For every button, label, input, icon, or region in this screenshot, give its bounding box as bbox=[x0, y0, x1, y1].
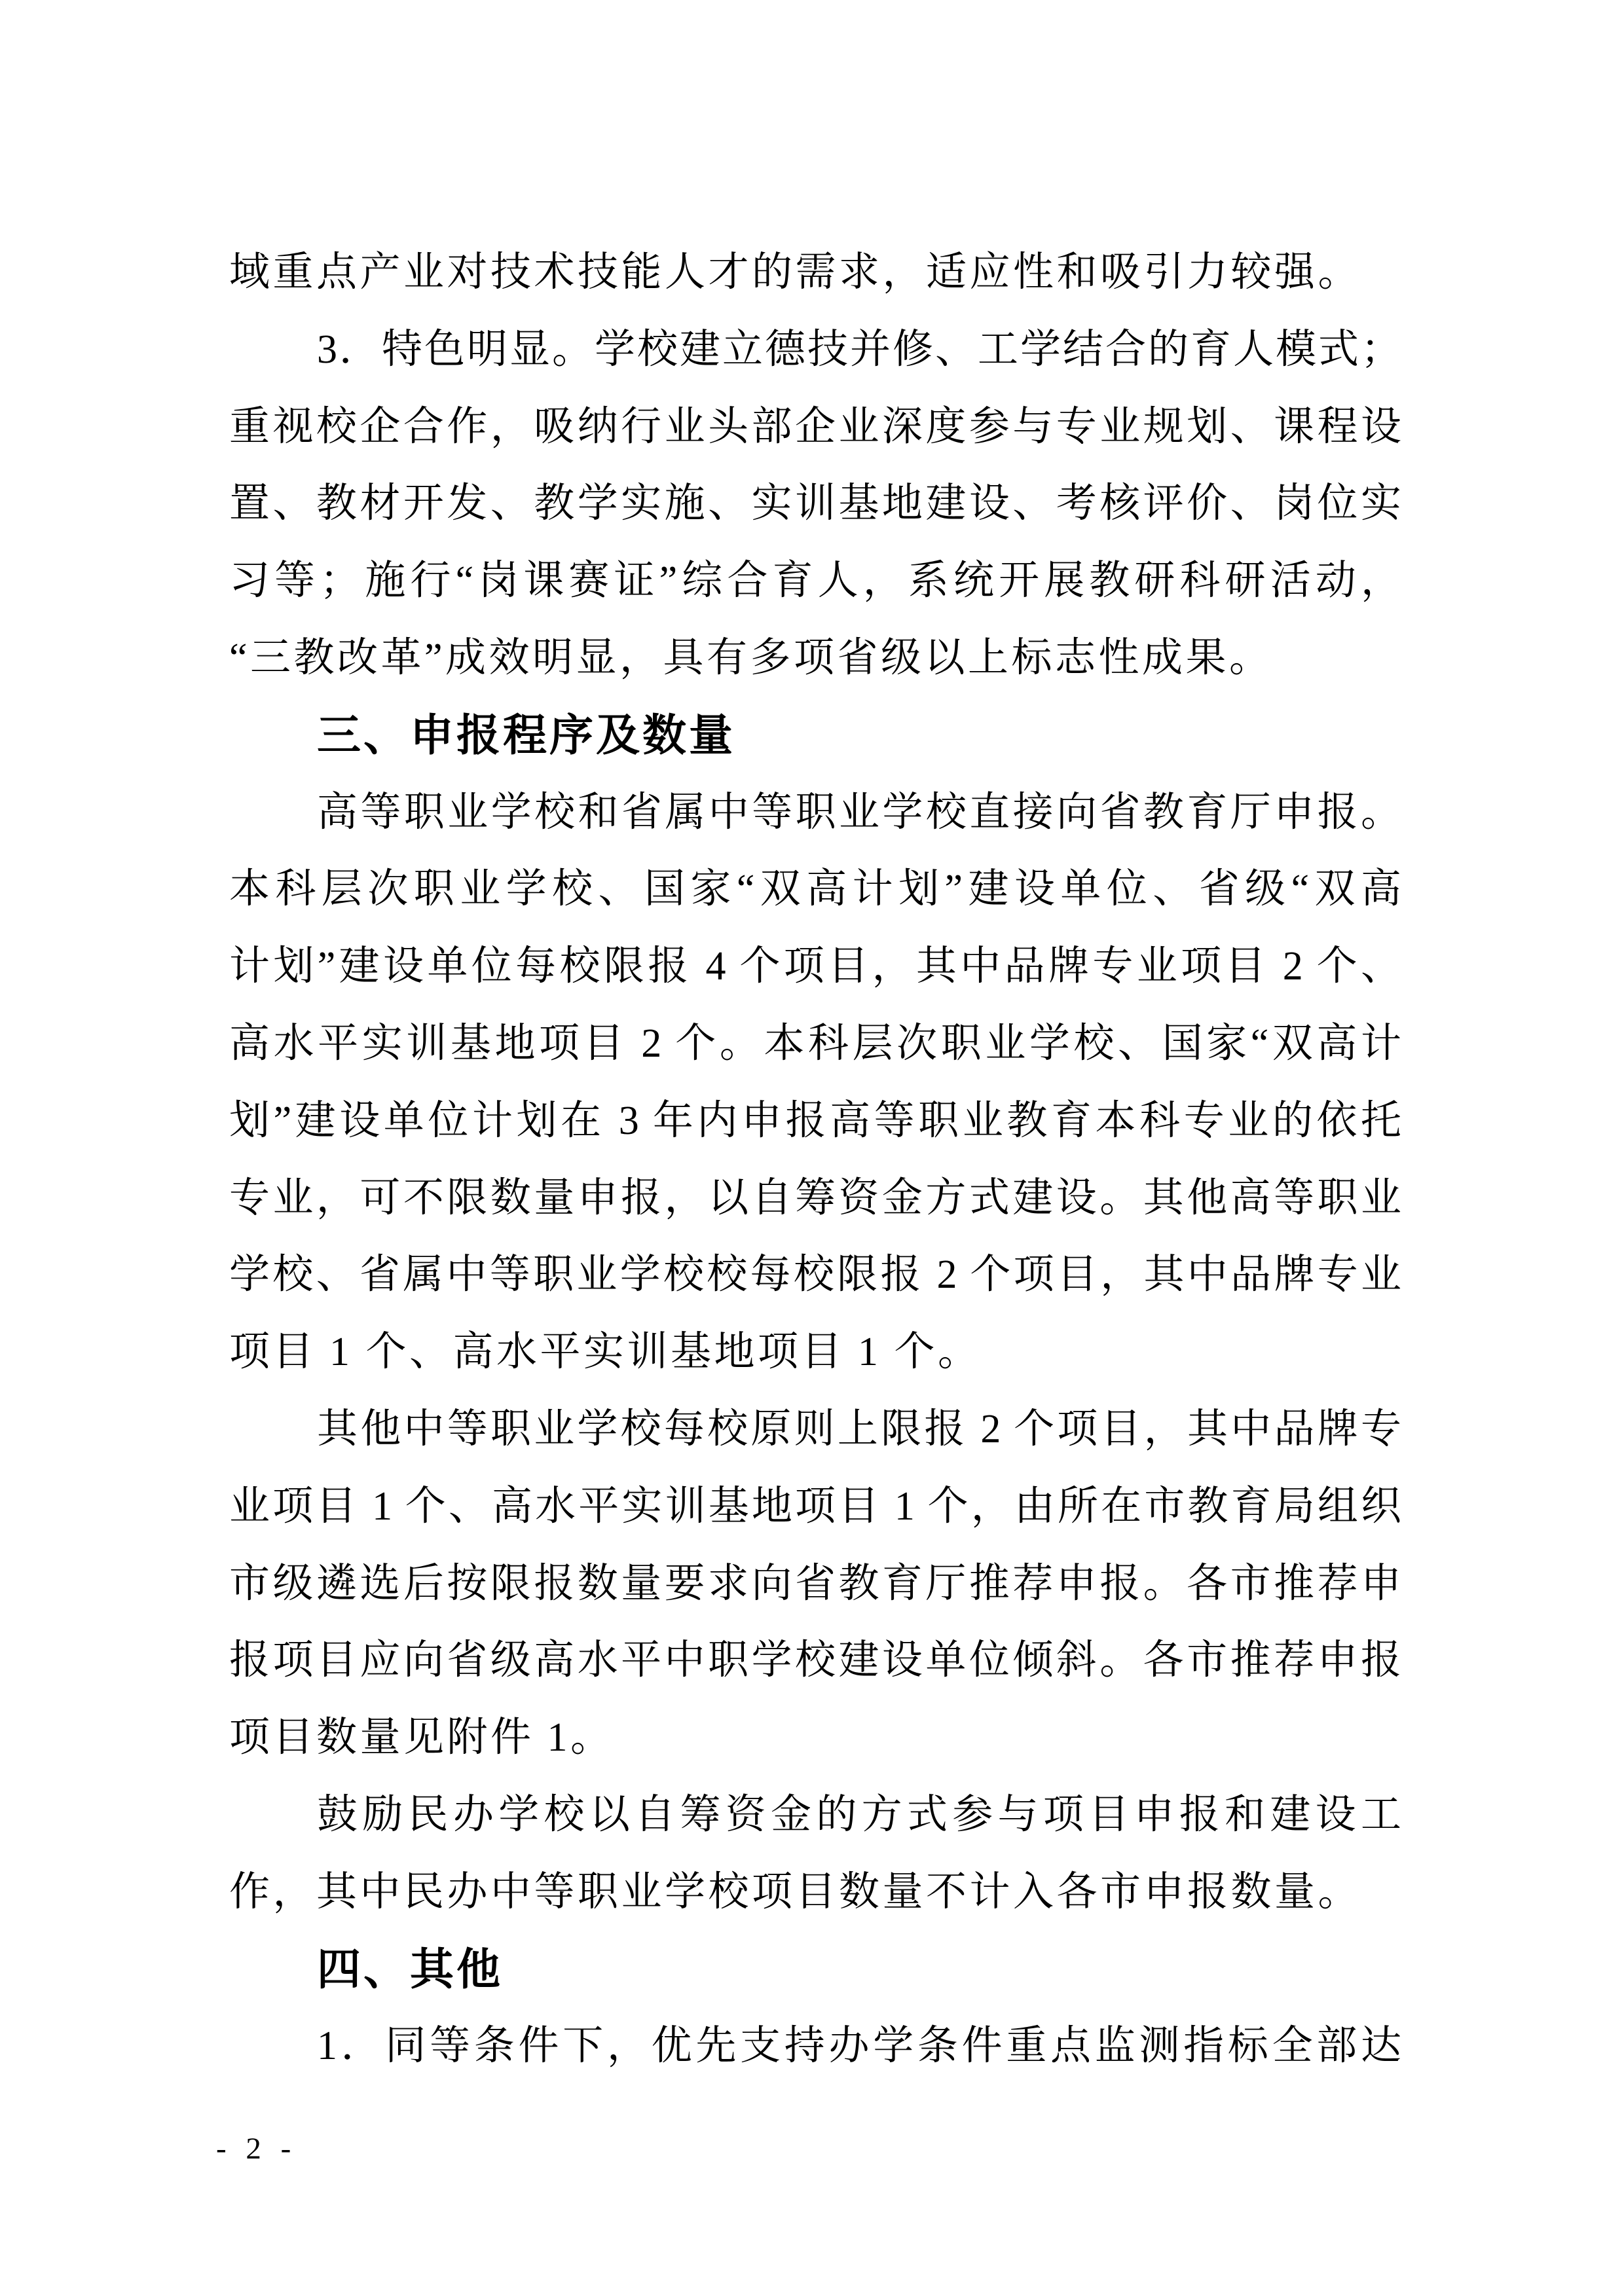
text-line: 其他中等职业学校每校原则上限报 2 个项目，其中品牌专 bbox=[317, 1406, 1401, 1451]
heading-section-4: 四、其他 bbox=[317, 1944, 503, 1994]
text-line: 域重点产业对技术技能人才的需求，适应性和吸引力较强。 bbox=[229, 250, 1362, 295]
text-line: 专业，可不限数量申报，以自筹资金方式建设。其他高等职业 bbox=[229, 1175, 1401, 1220]
text-line: 高等职业学校和省属中等职业学校直接向省教育厅申报。 bbox=[317, 790, 1401, 835]
text-line: 市级遴选后按限报数量要求向省教育厅推荐申报。各市推荐申 bbox=[229, 1561, 1401, 1606]
text-line: 3．特色明显。学校建立德技并修、工学结合的育人模式； bbox=[317, 327, 1401, 372]
text-line: 置、教材开发、教学实施、实训基地建设、考核评价、岗位实 bbox=[229, 481, 1401, 526]
text-line: 计划”建设单位每校限报 4 个项目，其中品牌专业项目 2 个、 bbox=[229, 944, 1401, 989]
text-line: 1．同等条件下，优先支持办学条件重点监测指标全部达 bbox=[317, 2024, 1401, 2069]
text-line: 高水平实训基地项目 2 个。本科层次职业学校、国家“双高计 bbox=[229, 1021, 1401, 1066]
text-line: 项目 1 个、高水平实训基地项目 1 个。 bbox=[229, 1330, 982, 1375]
text-line: 鼓励民办学校以自筹资金的方式参与项目申报和建设工 bbox=[317, 1792, 1401, 1837]
text-line: 习等；施行“岗课赛证”综合育人，系统开展教研科研活动， bbox=[229, 558, 1401, 604]
text-line: 本科层次职业学校、国家“双高计划”建设单位、省级“双高 bbox=[229, 867, 1401, 912]
text-line: 重视校企合作，吸纳行业头部企业深度参与专业规划、课程设 bbox=[229, 404, 1401, 449]
text-line: 作，其中民办中等职业学校项目数量不计入各市申报数量。 bbox=[229, 1869, 1362, 1914]
text-line: 项目数量见附件 1。 bbox=[229, 1715, 614, 1760]
text-line: “三教改革”成效明显，具有多项省级以上标志性成果。 bbox=[229, 635, 1273, 680]
text-line: 划”建设单位计划在 3 年内申报高等职业教育本科专业的依托 bbox=[229, 1098, 1401, 1143]
text-line: 学校、省属中等职业学校校每校限报 2 个项目，其中品牌专业 bbox=[229, 1252, 1401, 1298]
document-text-column bbox=[229, 234, 1401, 2085]
page-number: - 2 - bbox=[216, 2132, 297, 2166]
text-line: 报项目应向省级高水平中职学校建设单位倾斜。各市推荐申报 bbox=[229, 1638, 1401, 1683]
text-line: 业项目 1 个、高水平实训基地项目 1 个，由所在市教育局组织 bbox=[229, 1484, 1401, 1529]
heading-section-3: 三、申报程序及数量 bbox=[317, 710, 735, 760]
